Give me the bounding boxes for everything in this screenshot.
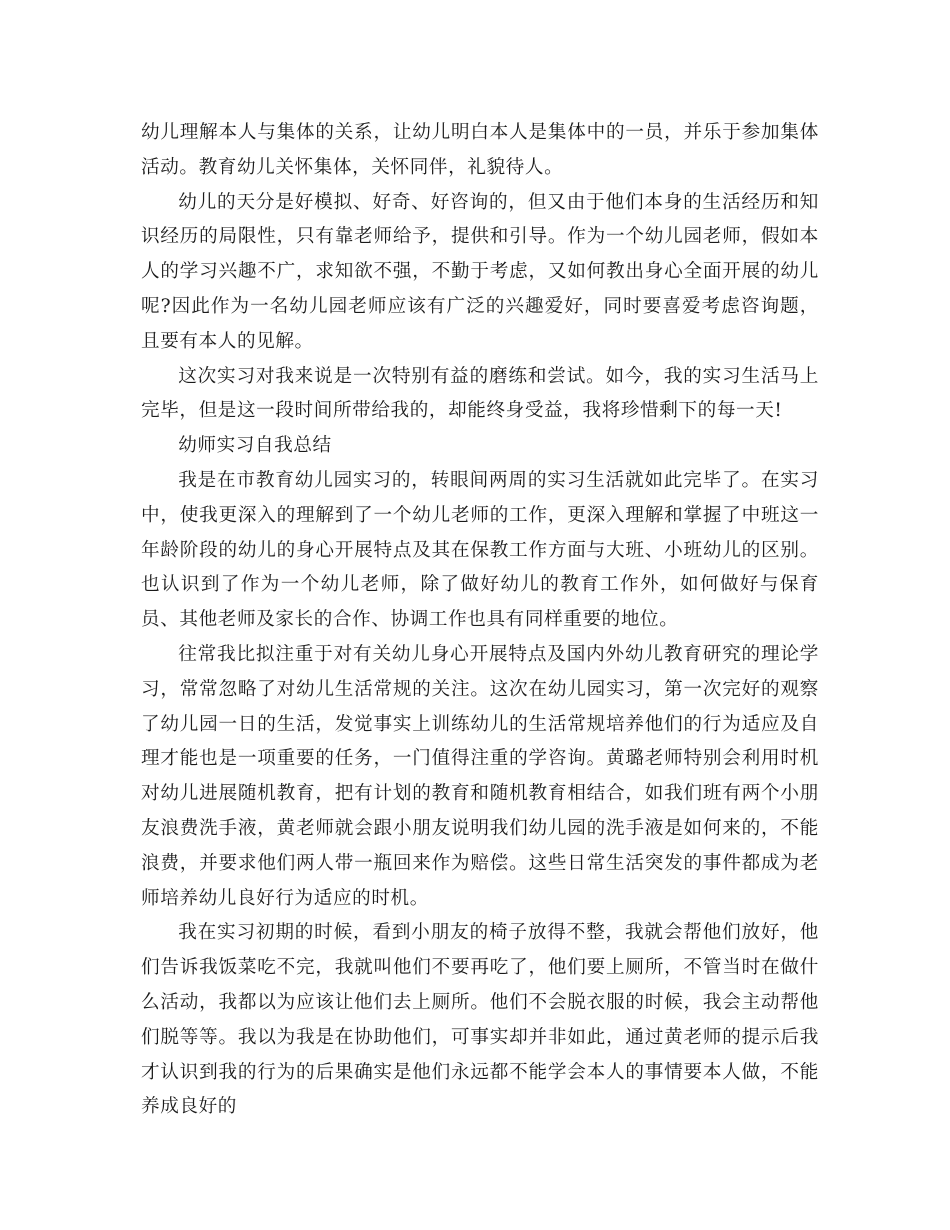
paragraph: 幼儿理解本人与集体的关系，让幼儿明白本人是集体中的一员，并乐于参加集体活动。教育幼儿关怀集体，关怀同伴，礼貌待人。 <box>141 122 819 178</box>
paragraph: 我是在市教育幼儿园实习的，转眼间两周的实习生活就如此完毕了。在实习中，使我更深入的理解到了一个幼儿老师的工作，更深入理解和掌握了中班这一年龄阶段的幼儿的身心开展特点及其在保教工作方面与大班、小班幼儿的区别。也认识到了作为一个幼儿老师，除了做好幼儿的教育工作外，如何做好与保育员、其他老师及家长的合作、协调工作也具有同样重要的地位。 <box>141 469 819 631</box>
paragraph: 我在实习初期的时候，看到小朋友的椅子放得不整，我就会帮他们放好，他们告诉我饭菜吃不完，我就叫他们不要再吃了，他们要上厕所，不管当时在做什么活动，我都以为应该让他们去上厕所。他们不会脱衣服的时候，我会主动帮他们脱等等。我以为我是在协助他们，可事实却并非如此，通过黄老师的提示后我才认识到我的行为的后果确实是他们永远都不能学会本人的事情要本人做，不能养成良好的 <box>141 922 819 1118</box>
paragraph: 这次实习对我来说是一次特别有益的磨练和尝试。如今，我的实习生活马上完毕，但是这一段时间所带给我的，却能终身受益，我将珍惜剩下的每一天! <box>141 365 819 422</box>
document-body <box>141 116 819 1125</box>
section-heading: 幼师实习自我总结 <box>178 435 332 457</box>
paragraph: 幼儿的天分是好模拟、好奇、好咨询的，但又由于他们本身的生活经历和知识经历的局限性，只有靠老师给予，提供和引导。作为一个幼儿园老师，假如本人的学习兴趣不广，求知欲不强，不勤于考虑，又如何教出身心全面开展的幼儿呢?因此作为一名幼儿园老师应该有广泛的兴趣爱好，同时要喜爱考虑咨询题，且要有本人的见解。 <box>141 191 819 352</box>
paragraph: 往常我比拟注重于对有关幼儿身心开展特点及国内外幼儿教育研究的理论学习，常常忽略了对幼儿生活常规的关注。这次在幼儿园实习，第一次完好的观察了幼儿园一日的生活，发觉事实上训练幼儿的生活常规培养他们的行为适应及自理才能也是一项重要的任务，一门值得注重的学咨询。黄璐老师特别会利用时机对幼儿进展随机教育，把有计划的教育和随机教育相结合，如我们班有两个小朋友浪费洗手液，黄老师就会跟小朋友说明我们幼儿园的洗手液是如何来的，不能浪费，并要求他们两人带一瓶回来作为赔偿。这些日常生活突发的事件都成为老师培养幼儿良好行为适应的时机。 <box>141 643 819 909</box>
